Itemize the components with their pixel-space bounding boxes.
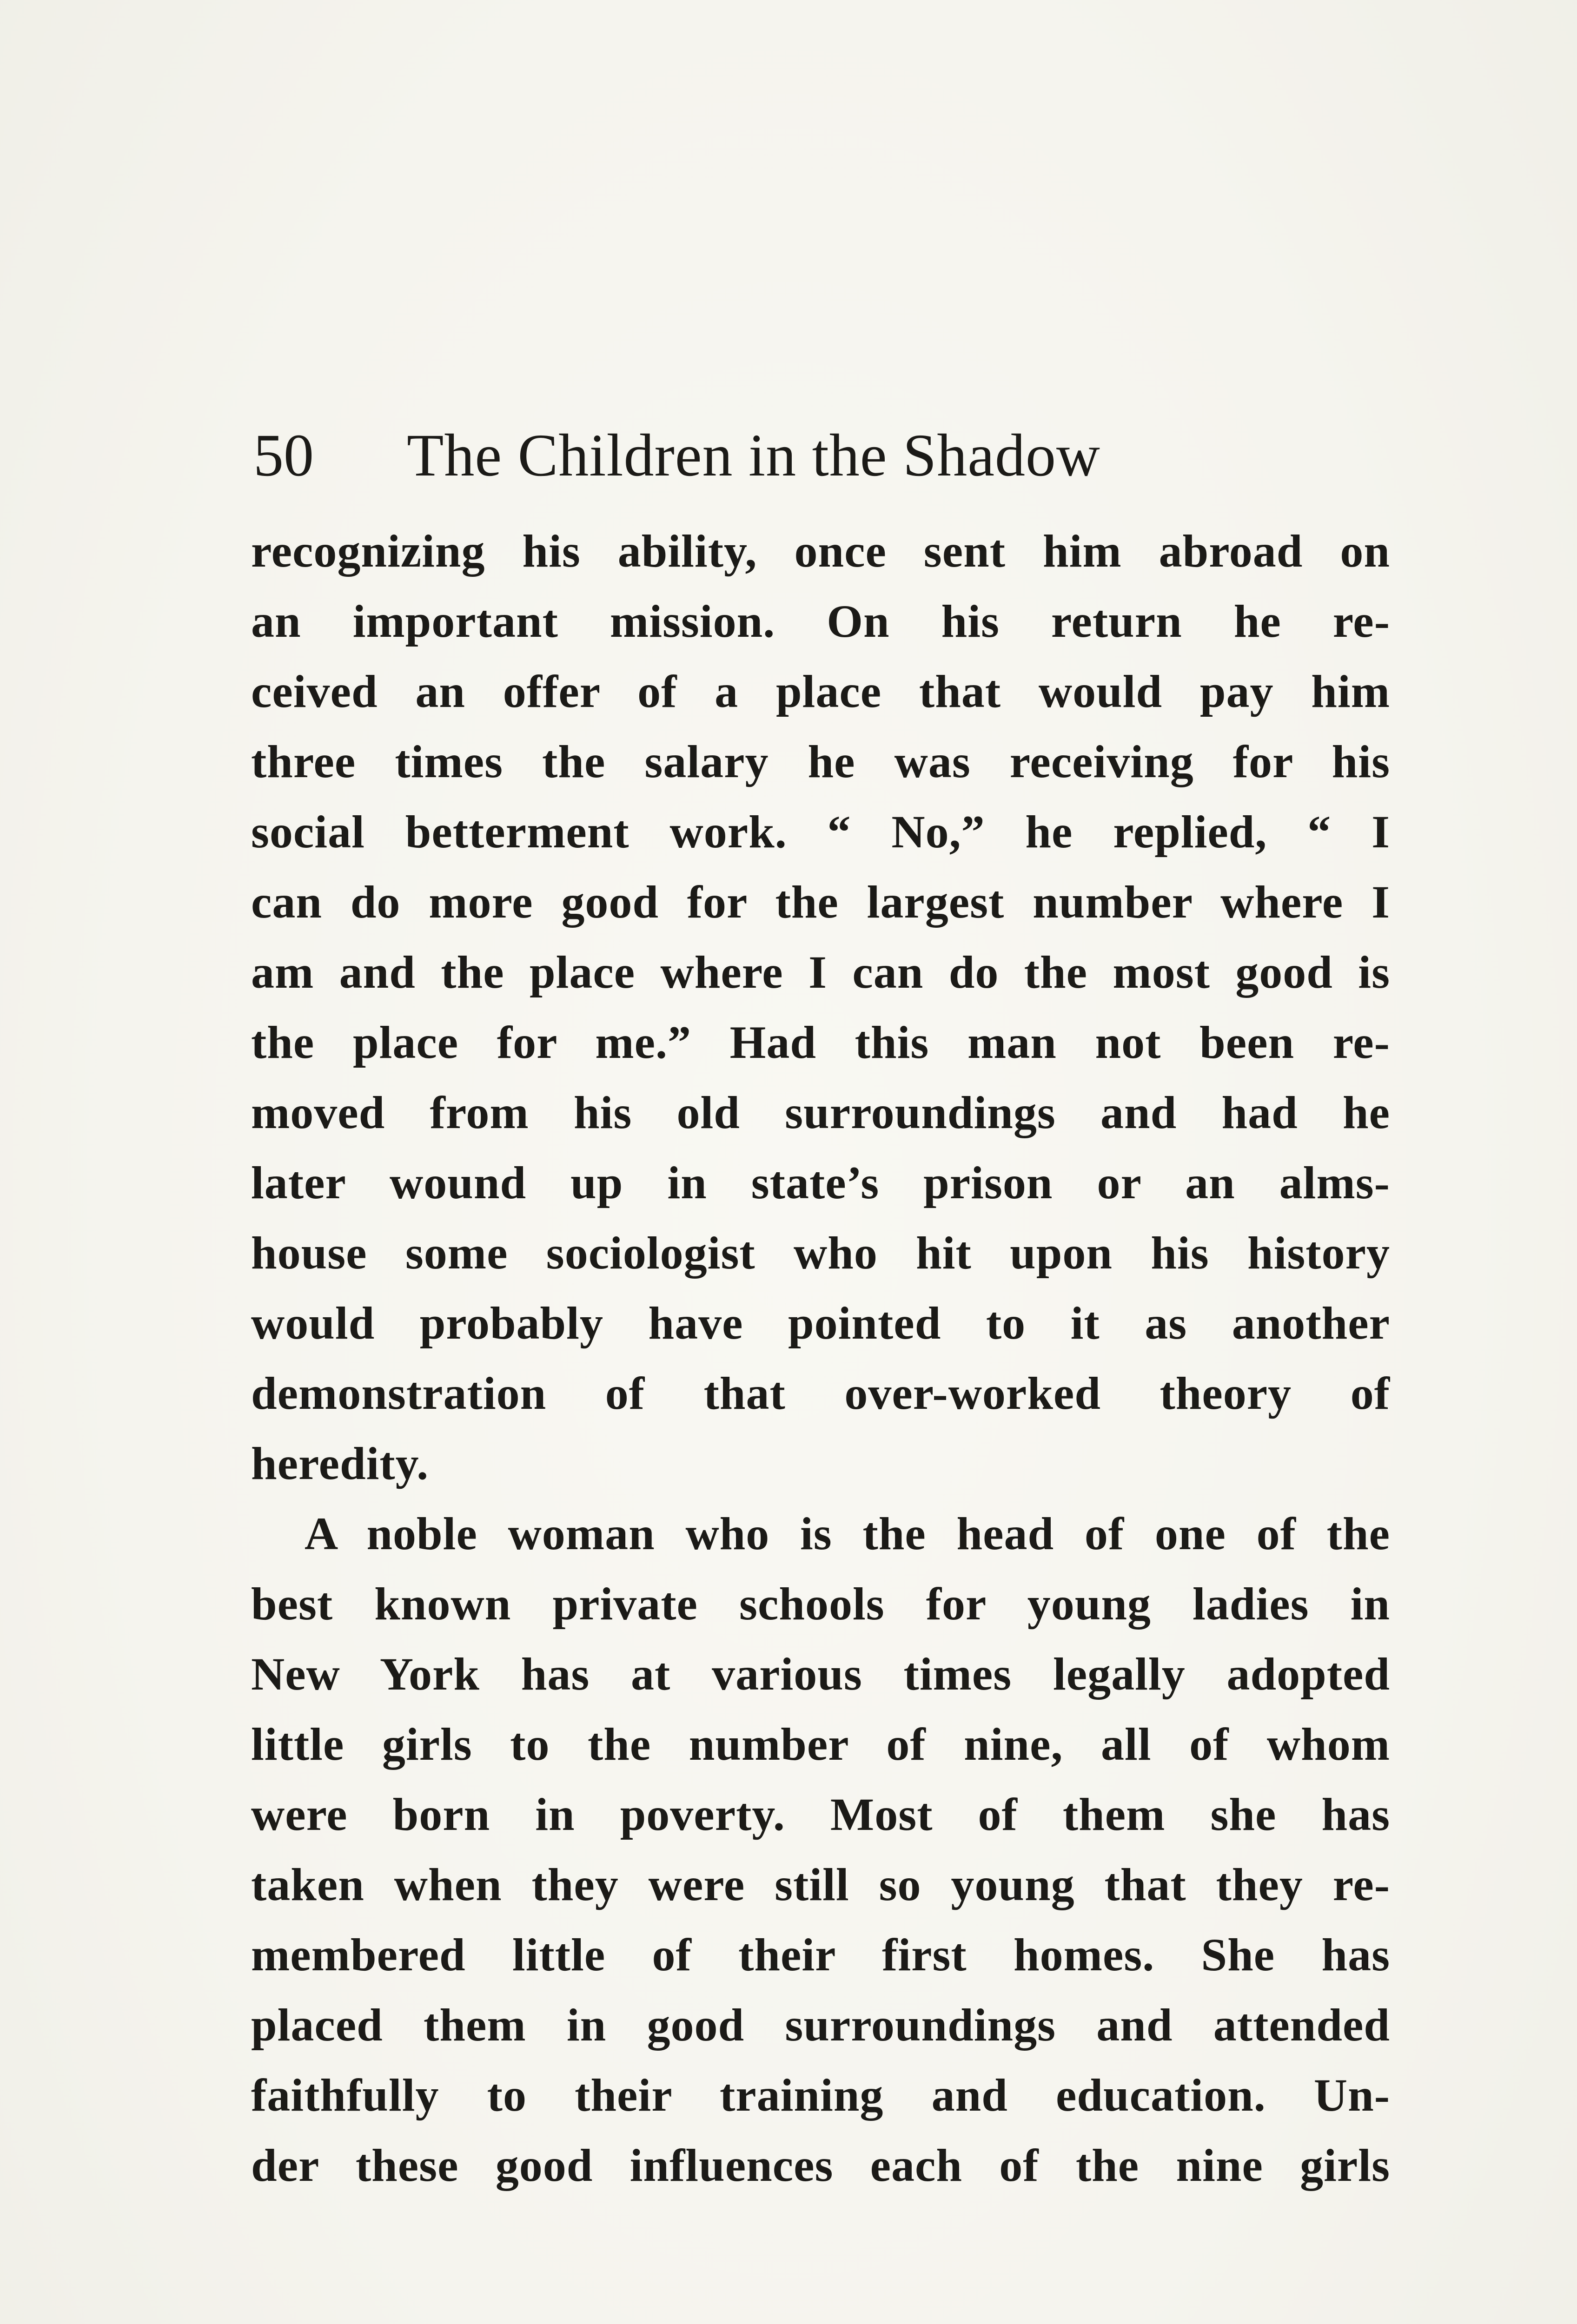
- body-text: [251, 516, 1390, 2200]
- text-line: placed them in good surroundings and attended: [251, 1999, 1390, 2051]
- text-line: social betterment work. “ No,” he replied, “ I: [251, 806, 1390, 858]
- text-line: ceived an offer of a place that would pay him: [251, 666, 1390, 717]
- running-head: [253, 409, 1388, 502]
- text-line: moved from his old surroundings and had he: [251, 1087, 1390, 1138]
- page-number: 50: [253, 422, 314, 489]
- text-line: would probably have pointed to it as another: [251, 1297, 1390, 1349]
- text-line: later wound up in state’s prison or an alms-: [251, 1157, 1390, 1208]
- text-line: demonstration of that over-worked theory of: [251, 1367, 1390, 1419]
- text-line: der these good influences each of the nine girls: [251, 2139, 1390, 2191]
- text-line: best known private schools for young ladies in: [251, 1578, 1390, 1630]
- text-line: membered little of their first homes. She has: [251, 1929, 1390, 1981]
- text-line: am and the place where I can do the most good is: [251, 946, 1390, 998]
- text-line: can do more good for the largest number where I: [251, 876, 1390, 928]
- text-line: faithfully to their training and education. Un-: [251, 2069, 1390, 2121]
- text-line: were born in poverty. Most of them she has: [251, 1789, 1390, 1840]
- text-line: heredity.: [251, 1438, 429, 1489]
- text-line: an important mission. On his return he re-: [251, 595, 1390, 647]
- text-line: recognizing his ability, once sent him abroad on: [251, 525, 1390, 577]
- running-title: The Children in the Shadow: [407, 422, 1100, 489]
- text-line: taken when they were still so young that they re-: [251, 1859, 1390, 1910]
- text-line: A noble woman who is the head of one of the: [305, 1508, 1390, 1559]
- text-line: three times the salary he was receiving for his: [251, 736, 1390, 787]
- text-line: little girls to the number of nine, all of whom: [251, 1718, 1390, 1770]
- text-line: New York has at various times legally adopted: [251, 1648, 1390, 1700]
- text-line: house some sociologist who hit upon his history: [251, 1227, 1390, 1279]
- text-line: the place for me.” Had this man not been re-: [251, 1017, 1390, 1068]
